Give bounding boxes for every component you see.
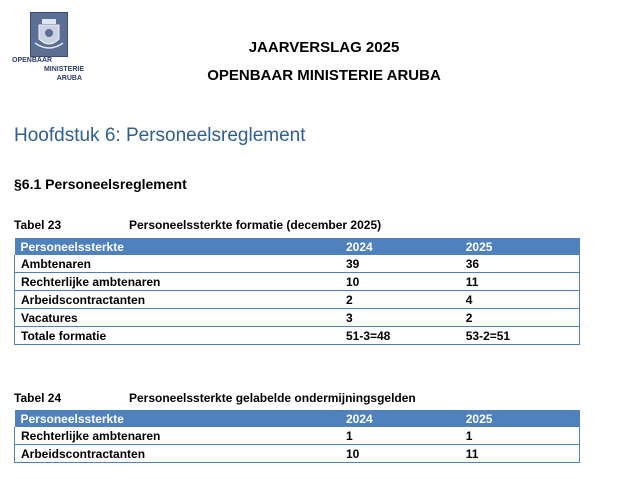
- table-cell: 39: [340, 255, 460, 273]
- table-cell: Vacatures: [15, 309, 340, 327]
- table-cell: 53-2=51: [460, 327, 580, 345]
- table-cell: Arbeidscontractanten: [15, 291, 340, 309]
- table-cell: Rechterlijke ambtenaren: [15, 427, 340, 445]
- table-title: Personeelssterkte formatie (december 2025): [129, 218, 382, 232]
- logo-line-2: MINISTERIE: [43, 66, 84, 73]
- table-cell: 51-3=48: [340, 327, 460, 345]
- section-heading: §6.1 Personeelsreglement: [14, 176, 187, 192]
- organization-title: OPENBAAR MINISTERIE ARUBA: [207, 67, 441, 84]
- table-caption: [14, 391, 416, 405]
- table-cell: 1: [460, 427, 580, 445]
- table-cell: 11: [460, 445, 580, 463]
- table-cell: 4: [460, 291, 580, 309]
- table-ondermijning: [14, 410, 580, 463]
- table-cell: 3: [340, 309, 460, 327]
- column-header: Personeelssterkte: [15, 238, 340, 255]
- table-row: [15, 445, 580, 463]
- table-cell: Rechterlijke ambtenaren: [15, 273, 340, 291]
- table-cell: 1: [340, 427, 460, 445]
- table-title: Personeelssterkte gelabelde ondermijningsgelden: [129, 391, 416, 405]
- table-row: [15, 273, 580, 291]
- table-cell: Totale formatie: [15, 327, 340, 345]
- report-title: JAARVERSLAG 2025: [248, 39, 400, 56]
- table-row: [15, 327, 580, 345]
- column-header: 2025: [460, 410, 580, 427]
- logo-line-1: OPENBAAR: [12, 57, 53, 64]
- table-cell: 11: [460, 273, 580, 291]
- chapter-heading: Hoofdstuk 6: Personeelsreglement: [14, 125, 306, 146]
- table-cell: 2: [340, 291, 460, 309]
- table-header-row: [15, 238, 580, 255]
- table-cell: 36: [460, 255, 580, 273]
- table-cell: Ambtenaren: [15, 255, 340, 273]
- table-header-row: [15, 410, 580, 427]
- table-cell: 10: [340, 445, 460, 463]
- table-row: [15, 255, 580, 273]
- table-formatie: [14, 238, 580, 345]
- table-caption: [14, 218, 381, 232]
- table-cell: 2: [460, 309, 580, 327]
- table-row: [15, 427, 580, 445]
- table-number: Tabel 23: [14, 218, 62, 232]
- logo-line-3: ARUBA: [56, 75, 82, 82]
- column-header: Personeelssterkte: [15, 410, 340, 427]
- table-cell: Arbeidscontractanten: [15, 445, 340, 463]
- column-header: 2025: [460, 238, 580, 255]
- table-row: [15, 291, 580, 309]
- column-header: 2024: [340, 410, 460, 427]
- table-number: Tabel 24: [14, 391, 62, 405]
- column-header: 2024: [340, 238, 460, 255]
- table-cell: 10: [340, 273, 460, 291]
- table-row: [15, 309, 580, 327]
